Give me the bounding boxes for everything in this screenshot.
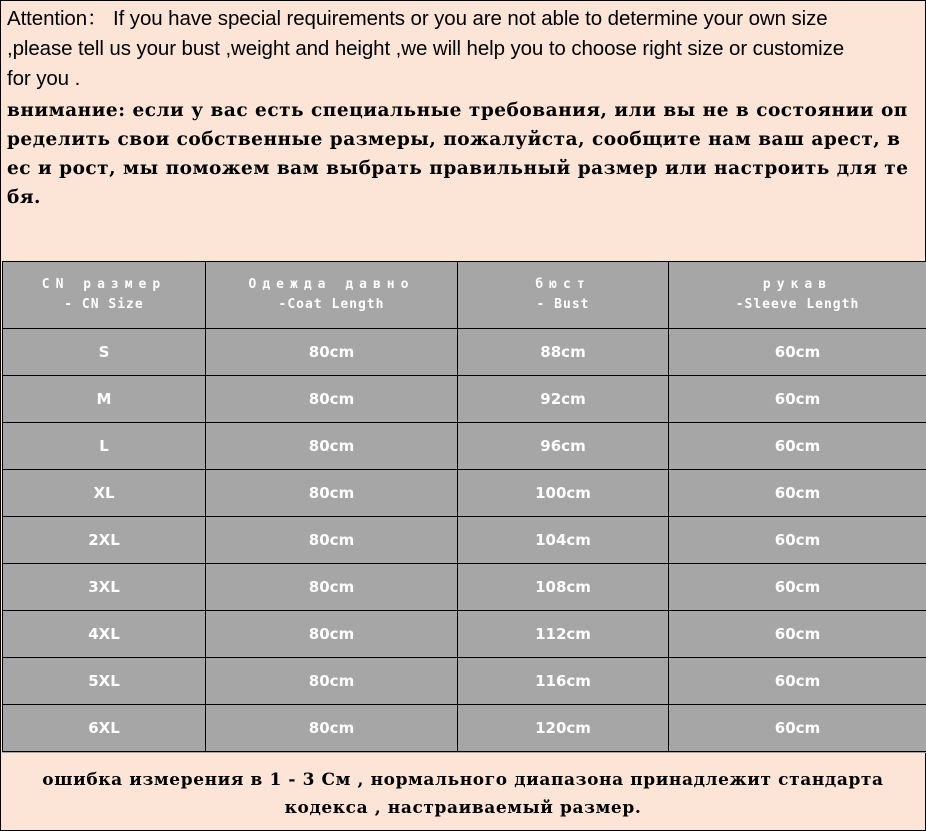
header-coat-length	[206, 262, 458, 329]
notice-line: ,please tell us your bust ,weight and height ,we will help you to choose right size or customize	[7, 37, 845, 60]
cell-size: L	[3, 423, 206, 470]
cell-sleeve-length: 60cm	[669, 611, 926, 658]
cell-sleeve-length: 60cm	[669, 564, 926, 611]
table-header-row	[3, 262, 926, 329]
size-table	[2, 261, 926, 752]
footer-line: кодекса , настраиваемый размер.	[284, 798, 642, 818]
header-bust	[458, 262, 669, 329]
notice-line: внимание: если у вас есть специальные требования, или вы не в состоянии оп	[7, 100, 908, 121]
cell-size: 5XL	[3, 658, 206, 705]
table-row	[3, 376, 926, 423]
header-label-en: -Sleeve Length	[735, 297, 860, 312]
cell-size: 3XL	[3, 564, 206, 611]
header-label-en: -Coat Length	[278, 297, 385, 312]
notice-line: Attention： If you have special requirements or you are not able to determine your own size	[7, 7, 828, 30]
cell-sleeve-length: 60cm	[669, 329, 926, 376]
table-row	[3, 423, 926, 470]
notice-line: ределить свои собственные размеры, пожалуйста, сообщите нам ваш арест, в	[7, 129, 901, 150]
cell-size: 2XL	[3, 517, 206, 564]
cell-size: M	[3, 376, 206, 423]
cell-bust: 88cm	[458, 329, 669, 376]
cell-size: 6XL	[3, 705, 206, 752]
header-label-en: - Bust	[536, 297, 590, 312]
cell-bust: 92cm	[458, 376, 669, 423]
notice-line: бя.	[7, 187, 41, 208]
cell-sleeve-length: 60cm	[669, 470, 926, 517]
cell-coat-length: 80cm	[206, 705, 458, 752]
cell-coat-length: 80cm	[206, 611, 458, 658]
table-row	[3, 658, 926, 705]
cell-coat-length: 80cm	[206, 423, 458, 470]
header-label-ru: Одежда давно	[248, 277, 415, 292]
header-label-ru: рукав	[762, 277, 833, 292]
cell-coat-length: 80cm	[206, 376, 458, 423]
cell-coat-length: 80cm	[206, 517, 458, 564]
cell-sleeve-length: 60cm	[669, 658, 926, 705]
header-label-ru: бюст	[535, 277, 591, 292]
cell-bust: 108cm	[458, 564, 669, 611]
cell-bust: 96cm	[458, 423, 669, 470]
cell-coat-length: 80cm	[206, 564, 458, 611]
header-label-ru: CN размер	[41, 277, 167, 292]
size-table-container	[2, 261, 926, 753]
header-label-en: - CN Size	[64, 297, 144, 312]
footer-line: ошибка измерения в 1 - 3 См , нормального диапазона принадлежит стандарта	[42, 770, 884, 790]
cell-sleeve-length: 60cm	[669, 423, 926, 470]
measurement-error-note	[7, 766, 919, 822]
header-size	[3, 262, 206, 329]
cell-sleeve-length: 60cm	[669, 517, 926, 564]
cell-coat-length: 80cm	[206, 470, 458, 517]
table-row	[3, 564, 926, 611]
cell-sleeve-length: 60cm	[669, 376, 926, 423]
notice-line: ес и рост, мы поможем вам выбрать правильный размер или настроить для те	[7, 158, 909, 179]
cell-size: XL	[3, 470, 206, 517]
cell-size: 4XL	[3, 611, 206, 658]
cell-bust: 120cm	[458, 705, 669, 752]
notice-line: for you .	[7, 67, 81, 90]
table-row	[3, 329, 926, 376]
table-row	[3, 705, 926, 752]
cell-size: S	[3, 329, 206, 376]
cell-bust: 104cm	[458, 517, 669, 564]
cell-sleeve-length: 60cm	[669, 705, 926, 752]
table-row	[3, 517, 926, 564]
table-row	[3, 611, 926, 658]
cell-coat-length: 80cm	[206, 329, 458, 376]
cell-coat-length: 80cm	[206, 658, 458, 705]
table-row	[3, 470, 926, 517]
cell-bust: 112cm	[458, 611, 669, 658]
cell-bust: 100cm	[458, 470, 669, 517]
cell-bust: 116cm	[458, 658, 669, 705]
header-sleeve-length	[669, 262, 926, 329]
attention-notice-russian	[7, 96, 919, 212]
attention-notice-english	[7, 4, 919, 94]
